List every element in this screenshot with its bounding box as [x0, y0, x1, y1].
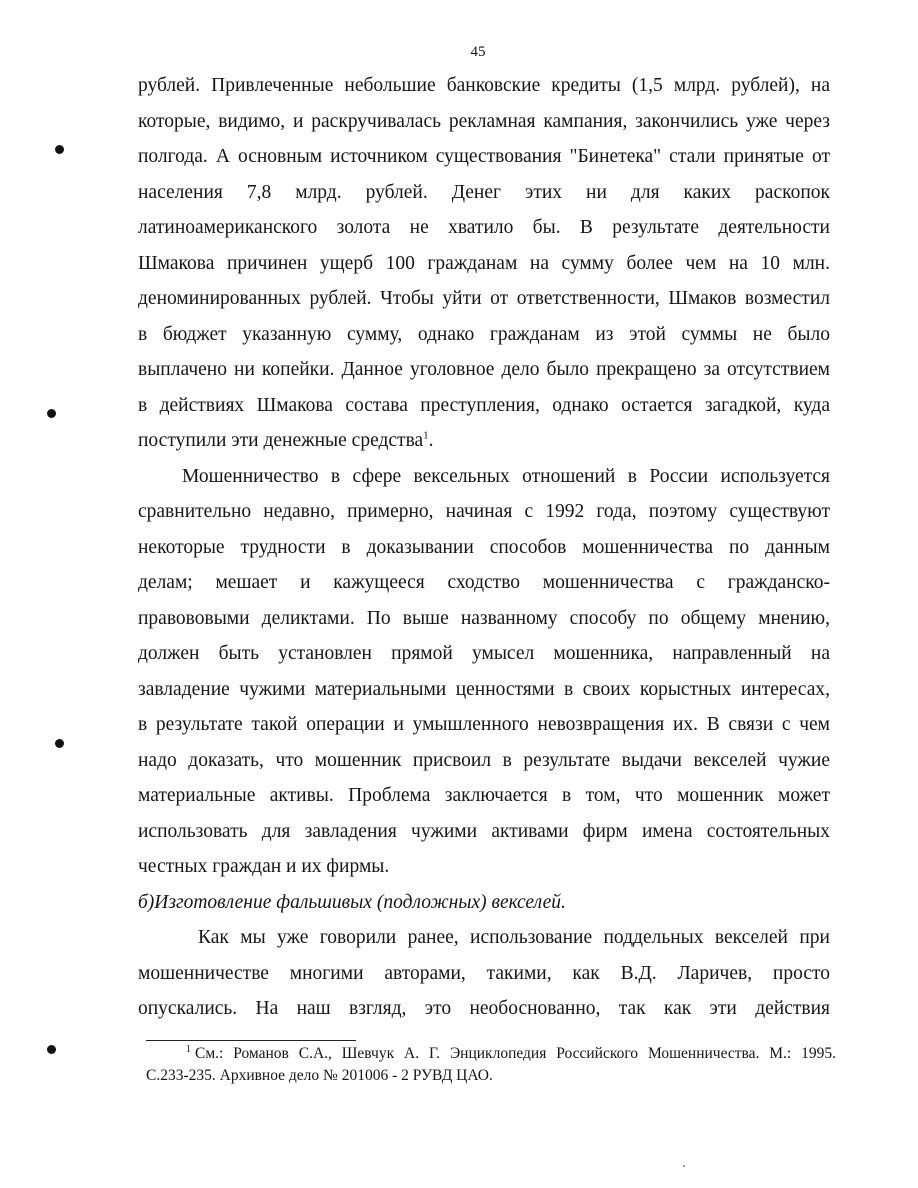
footnote-line — [146, 1043, 836, 1065]
footnote-text: См.: Романов С.А., Шевчук А. Г. Энциклопедия Российского Мошенничества. М.: 1995. — [195, 1045, 836, 1062]
footnote-line: С.233-235. Архивное дело № 201006 - 2 РУВД ЦАО. — [146, 1066, 493, 1084]
footnote — [146, 1043, 836, 1086]
paragraph — [138, 68, 830, 459]
text-segment: поступили эти денежные средства — [138, 430, 424, 451]
footnote-reference: 1 — [423, 429, 429, 442]
text-line: мошенничестве многими авторами, такими, как В.Д. Ларичев, просто — [138, 962, 830, 984]
text-segment: . — [428, 430, 434, 451]
punch-hole-mark — [47, 1045, 56, 1054]
text-line: полгода. А основным источником существования "Бинетека" стали принятые от — [138, 146, 830, 167]
text-line: выплачено ни копейки. Данное уголовное дело было прекращено за отсутствием — [138, 359, 830, 380]
text-line: опускались. На наш взгляд, это необоснованно, так как эти действия — [138, 998, 830, 1019]
scan-speck — [683, 1165, 685, 1167]
text-line: должен быть установлен прямой умысел мошенника, направленный на — [138, 643, 830, 664]
text-line: правововыми деликтами. По выше названному способу по общему мнению, — [138, 607, 830, 629]
text-line: латиноамериканского золота не хватило бы. В результате деятельности — [138, 217, 830, 238]
text-line: использовать для завладения чужими активами фирм имена состоятельных — [138, 820, 830, 842]
text-line: материальные активы. Проблема заключается в том, что мошенник может — [138, 785, 830, 806]
body-text — [138, 68, 830, 1027]
page-number: 45 — [470, 44, 486, 60]
text-line: сравнительно недавно, примерно, начиная с 1992 года, поэтому существуют — [138, 501, 830, 522]
text-line: в результате такой операции и умышленного невозвращения их. В связи с чем — [138, 714, 830, 735]
text-line — [138, 423, 830, 459]
section-heading: б)Изготовление фальшивых (подложных) векселей. — [138, 891, 566, 913]
text-line: Шмакова причинен ущерб 100 гражданам на сумму более чем на 10 млн. — [138, 252, 830, 274]
punch-hole-mark — [55, 739, 64, 748]
footnote-separator — [146, 1040, 356, 1041]
punch-hole-mark — [55, 145, 64, 154]
text-line: рублей. Привлеченные небольшие банковские кредиты (1,5 млрд. рублей), на — [138, 75, 830, 96]
paragraph — [138, 459, 830, 885]
text-line: в действиях Шмакова состава преступления, однако остается загадкой, куда — [138, 394, 830, 416]
text-line: в бюджет указанную сумму, однако гражданам из этой суммы не было — [138, 323, 830, 345]
text-line: Мошенничество в сфере вексельных отношений в России используется — [182, 465, 830, 487]
punch-hole-mark — [47, 409, 56, 418]
text-line: надо доказать, что мошенник присвоил в результате выдачи векселей чужие — [138, 749, 830, 771]
text-line: населения 7,8 млрд. рублей. Денег этих ни для каких раскопок — [138, 181, 830, 203]
paragraph — [138, 920, 830, 1027]
text-line: завладение чужими материальными ценностями в своих корыстных интересах, — [138, 678, 830, 700]
text-line: честных граждан и их фирмы. — [138, 856, 390, 877]
footnote-mark: 1 — [186, 1043, 191, 1055]
text-line: некоторые трудности в доказывании способов мошенничества по данным — [138, 536, 830, 558]
text-line: которые, видимо, и раскручивалась рекламная кампания, закончились уже через — [138, 110, 830, 132]
text-line: Как мы уже говорили ранее, использование поддельных векселей при — [198, 927, 830, 948]
text-line: делам; мешает и кажущееся сходство мошенничества с гражданско- — [138, 572, 830, 593]
text-line: деноминированных рублей. Чтобы уйти от ответственности, Шмаков возместил — [138, 288, 830, 309]
